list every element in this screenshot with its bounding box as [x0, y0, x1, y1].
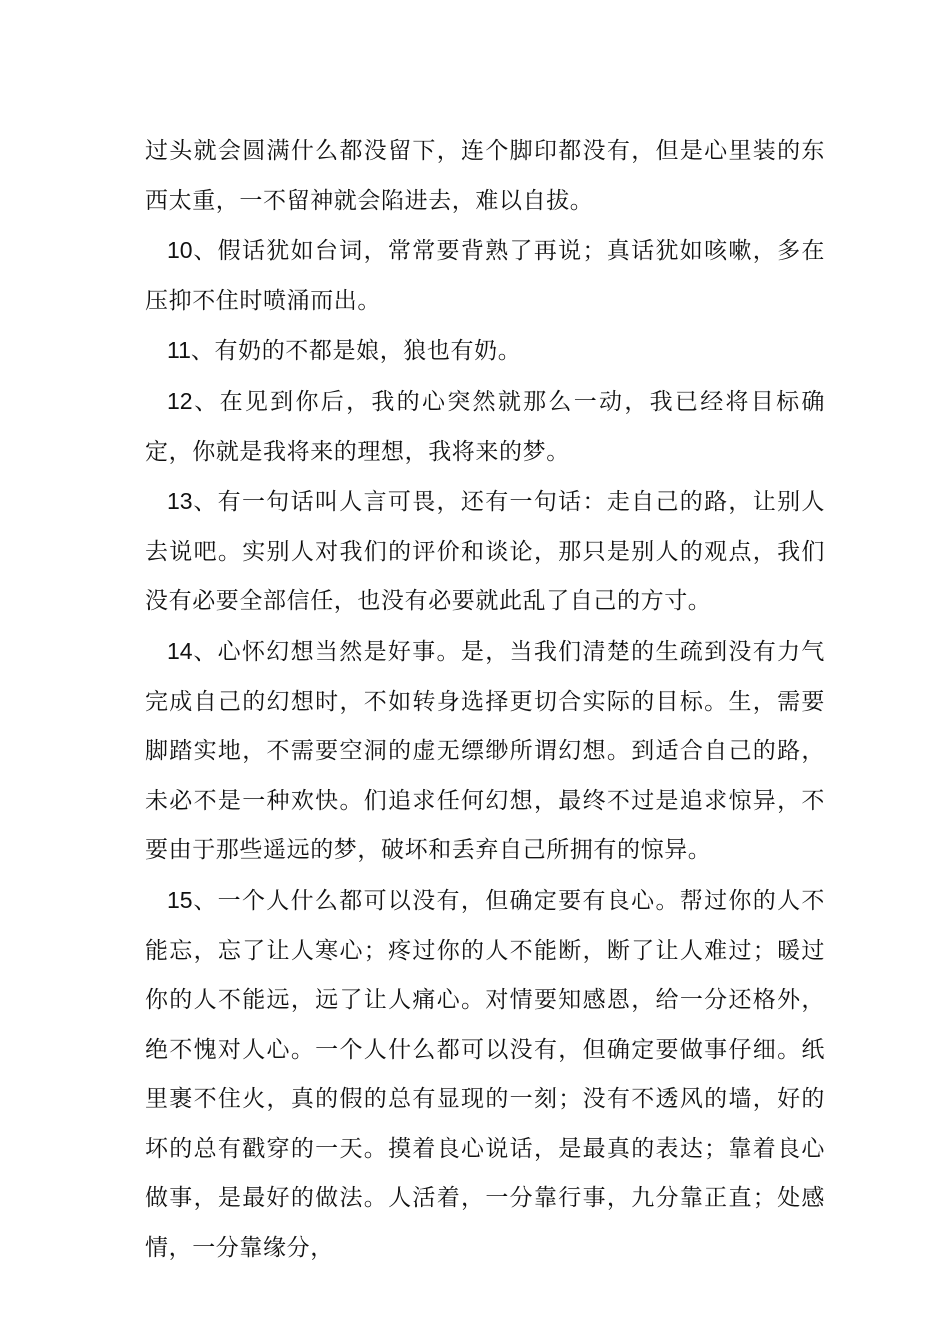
paragraph-number: 15	[167, 886, 193, 913]
paragraph-number: 13	[167, 488, 193, 515]
document-body	[145, 127, 825, 1274]
paragraph-continued	[145, 127, 825, 226]
paragraph-text: 、在见到你后，我的心突然就那么一动，我已经将目标确定，你就是我将来的理想，我将来的梦。	[145, 388, 825, 465]
paragraph-number: 12	[167, 387, 193, 414]
paragraph-text: 、有奶的不都是娘，狼也有奶。	[190, 338, 522, 365]
paragraph-text: 、心怀幻想当然是好事。是，当我们清楚的生疏到没有力气完成自己的幻想时，不如转身选择更切合实际的目标。生，需要脚踏实地，不需要空洞的虚无缥缈所谓幻想。到适合自己的路，未必不是一种欢快。们追求任何幻想，最终不过是追求惊异，不要由于那些遥远的梦，破坏和丢弃自己所拥有的惊异。	[145, 638, 825, 864]
paragraph-number: 10	[167, 237, 193, 264]
paragraph-number: 11	[167, 337, 191, 364]
paragraph-text: 过头就会圆满什么都没留下，连个脚印都没有，但是心里装的东西太重，一不留神就会陷进去，难以自拔。	[145, 138, 825, 214]
paragraph-text: 、有一句话叫人言可畏，还有一句话：走自己的路，让别人去说吧。实别人对我们的评价和谈论，那只是别人的观点，我们没有必要全部信任，也没有必要就此乱了自己的方寸。	[145, 489, 825, 615]
paragraph-10	[145, 226, 825, 326]
paragraph-number: 14	[167, 637, 193, 664]
paragraph-15	[145, 876, 825, 1274]
paragraph-text: 、假话犹如台词，常常要背熟了再说；真话犹如咳嗽，多在压抑不住时喷涌而出。	[145, 238, 825, 314]
paragraph-11	[145, 326, 825, 377]
paragraph-12	[145, 377, 825, 477]
paragraph-text: 、一个人什么都可以没有，但确定要有良心。帮过你的人不能忘，忘了让人寒心；疼过你的人不能断，断了让人难过；暖过你的人不能远，远了让人痛心。对情要知感恩，给一分还格外，绝不愧对人心。一个人什么都可以没有，但确定要做事仔细。纸里裹不住火，真的假的总有显现的一刻；没有不透风的墙，好的坏的总有戳穿的一天。摸着良心说话，是最真的表达；靠着良心做事，是最好的做法。人活着，一分靠行事，九分靠正直；处感情，一分靠缘分，	[145, 887, 825, 1262]
paragraph-13	[145, 477, 825, 627]
paragraph-14	[145, 627, 825, 876]
